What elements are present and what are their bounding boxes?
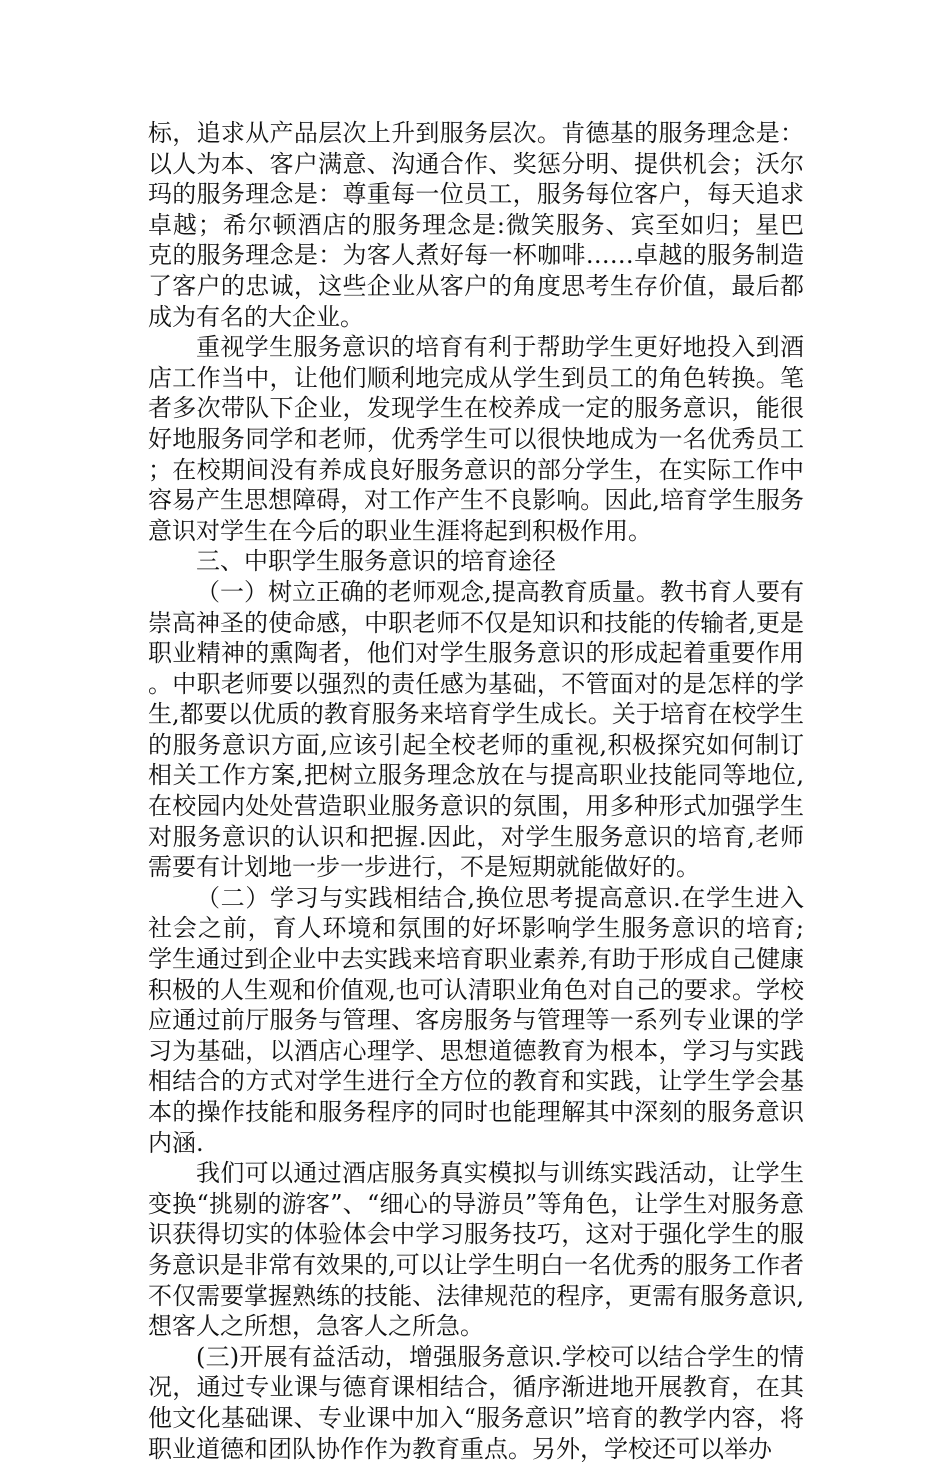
section-heading: 三、中职学生服务意识的培育途径 <box>196 547 556 576</box>
document-page <box>148 118 804 1464</box>
paragraph-2: 重视学生服务意识的培育有利于帮助学生更好地投入到酒店工作当中，让他们顺利地完成从学生到员工的角色转换。笔者多次带队下企业，发现学生在校养成一定的服务意识，能很好地服务同学和老师，优秀学生可以很快地成为一名优秀员工；在校期间没有养成良好服务意识的部分学生，在实际工作中容易产生思想障碍，对工作产生不良影响。因此,培育学生服务意识对学生在今后的职业生涯将起到积极作用。 <box>148 333 804 545</box>
paragraph-1: 标，追求从产品层次上升到服务层次。肯德基的服务理念是：以人为本、客户满意、沟通合作、奖惩分明、提供机会；沃尔玛的服务理念是：尊重每一位员工，服务每位客户，每天追求卓越；希尔顿酒店的服务理念是:微笑服务、宾至如归；星巴克的服务理念是：为客人煮好每一杯咖啡……卓越的服务制造了客户的忠诚，这些企业从客户的角度思考生存价值，最后都成为有名的大企业。 <box>148 119 804 331</box>
paragraph-6: (三)开展有益活动，增强服务意识.学校可以结合学生的情况，通过专业课与德育课相结合，循序渐进地开展教育，在其他文化基础课、专业课中加入“服务意识”培育的教学内容，将职业道德和团队协作作为教育重点。另外，学校还可以举办 <box>148 1342 804 1463</box>
paragraph-5: 我们可以通过酒店服务真实模拟与训练实践活动，让学生变换“挑剔的游客”、“细心的导游员”等角色，让学生对服务意识获得切实的体验体会中学习服务技巧，这对于强化学生的服务意识是非常有效果的,可以让学生明白一名优秀的服务工作者不仅需要掌握熟练的技能、法律规范的程序，更需有服务意识,想客人之所想，急客人之所急。 <box>148 1159 804 1341</box>
paragraph-3: （一）树立正确的老师观念,提高教育质量。教书育人要有崇高神圣的使命感，中职老师不仅是知识和技能的传输者,更是职业精神的熏陶者，他们对学生服务意识的形成起着重要作用。中职老师要以强烈的责任感为基础，不管面对的是怎样的学生,都要以优质的教育服务来培育学生成长。关于培育在校学生的服务意识方面,应该引起全校老师的重视,积极探究如何制订相关工作方案,把树立服务理念放在与提高职业技能同等地位,在校园内处处营造职业服务意识的氛围，用多种形式加强学生对服务意识的认识和把握.因此，对学生服务意识的培育,老师需要有计划地一步一步进行，不是短期就能做好的。 <box>148 577 804 882</box>
paragraph-4: （二）学习与实践相结合,换位思考提高意识.在学生进入社会之前，育人环境和氛围的好坏影响学生服务意识的培育;学生通过到企业中去实践来培育职业素养,有助于形成自己健康积极的人生观和价值观,也可认清职业角色对自己的要求。学校应通过前厅服务与管理、客房服务与管理等一系列专业课的学习为基础，以酒店心理学、思想道德教育为根本，学习与实践相结合的方式对学生进行全方位的教育和实践，让学生学会基本的操作技能和服务程序的同时也能理解其中深刻的服务意识内涵. <box>148 883 804 1157</box>
